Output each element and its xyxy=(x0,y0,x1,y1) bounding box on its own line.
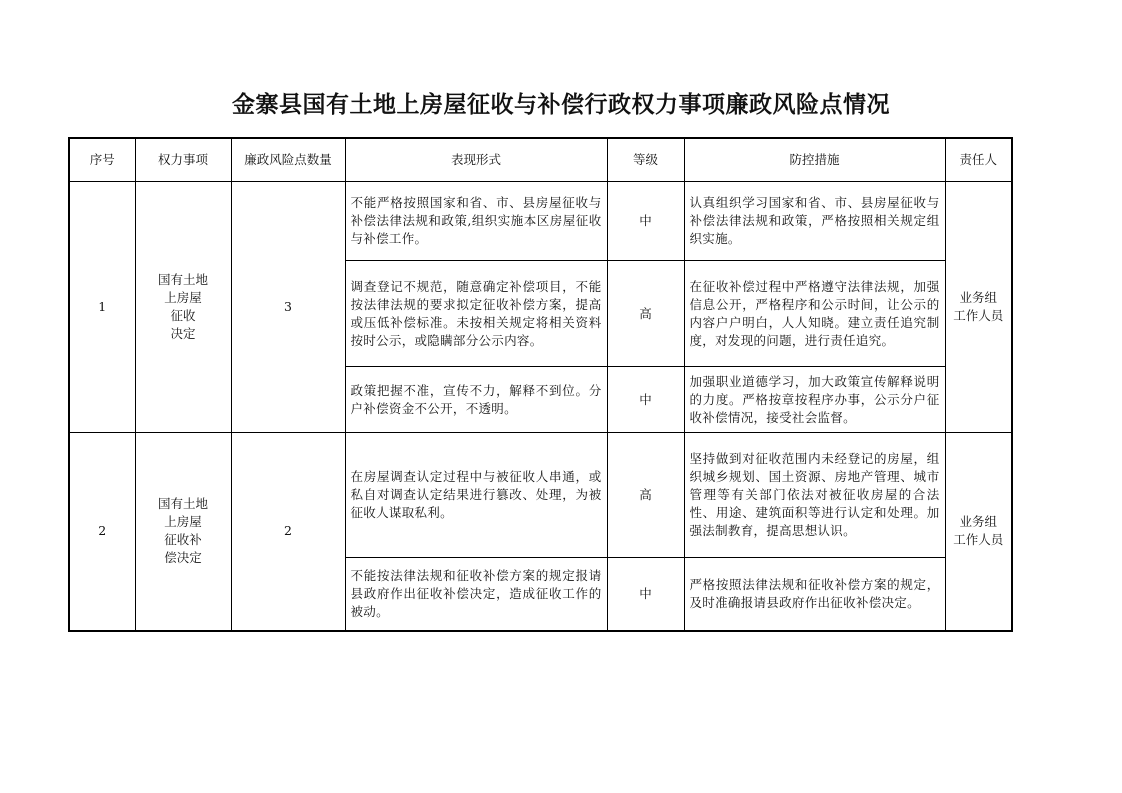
power-cell: 国有土地 上房屋 征收 决定 xyxy=(135,182,231,433)
form-cell: 在房屋调查认定过程中与被征收人串通，或私自对调查认定结果进行篡改、处理，为被征收人谋取私利。 xyxy=(345,433,607,558)
measures-cell: 坚持做到对征收范围内未经登记的房屋，组织城乡规划、国土资源、房地产管理、城市管理等有关部门依法对被征收房屋的合法性、用途、建筑面积等进行认定和处理。加强法制教育，提高思想认识。 xyxy=(684,433,945,558)
measures-cell: 认真组织学习国家和省、市、县房屋征收与补偿法律法规和政策，严格按照相关规定组织实施。 xyxy=(684,182,945,261)
header-count: 廉政风险点数量 xyxy=(231,138,345,182)
count-cell: 3 xyxy=(231,182,345,433)
page-title: 金寨县国有土地上房屋征收与补偿行政权力事项廉政风险点情况 xyxy=(232,92,890,118)
level-cell: 中 xyxy=(607,182,684,261)
header-row xyxy=(69,138,1012,182)
seq-cell: 1 xyxy=(69,182,135,433)
form-cell: 政策把握不准，宣传不力，解释不到位。分户补偿资金不公开，不透明。 xyxy=(345,367,607,433)
risk-table xyxy=(68,137,1013,632)
power-cell: 国有土地 上房屋 征收补 偿决定 xyxy=(135,433,231,631)
measures-cell: 加强职业道德学习，加大政策宣传解释说明的力度。严格按章按程序办事，公示分户征收补偿情况，接受社会监督。 xyxy=(684,367,945,433)
form-cell: 调查登记不规范，随意确定补偿项目，不能按法律法规的要求拟定征收补偿方案，提高或压低补偿标准。未按相关规定将相关资料按时公示，或隐瞒部分公示内容。 xyxy=(345,261,607,367)
level-cell: 中 xyxy=(607,558,684,631)
table-row xyxy=(69,433,1012,558)
table-row xyxy=(69,182,1012,261)
measures-cell: 在征收补偿过程中严格遵守法律法规，加强信息公开，严格程序和公示时间，让公示的内容户户明白，人人知晓。建立责任追究制度，对发现的问题，进行责任追究。 xyxy=(684,261,945,367)
header-level: 等级 xyxy=(607,138,684,182)
level-cell: 高 xyxy=(607,261,684,367)
form-cell: 不能严格按照国家和省、市、县房屋征收与补偿法律法规和政策,组织实施本区房屋征收与补偿工作。 xyxy=(345,182,607,261)
person-cell: 业务组 工作人员 xyxy=(945,182,1012,433)
header-power: 权力事项 xyxy=(135,138,231,182)
header-seq: 序号 xyxy=(69,138,135,182)
measures-cell: 严格按照法律法规和征收补偿方案的规定，及时准确报请县政府作出征收补偿决定。 xyxy=(684,558,945,631)
header-measures: 防控措施 xyxy=(684,138,945,182)
form-cell: 不能按法律法规和征收补偿方案的规定报请县政府作出征收补偿决定，造成征收工作的被动。 xyxy=(345,558,607,631)
header-form: 表现形式 xyxy=(345,138,607,182)
header-person: 责任人 xyxy=(945,138,1012,182)
level-cell: 中 xyxy=(607,367,684,433)
count-cell: 2 xyxy=(231,433,345,631)
person-cell: 业务组 工作人员 xyxy=(945,433,1012,631)
seq-cell: 2 xyxy=(69,433,135,631)
level-cell: 高 xyxy=(607,433,684,558)
